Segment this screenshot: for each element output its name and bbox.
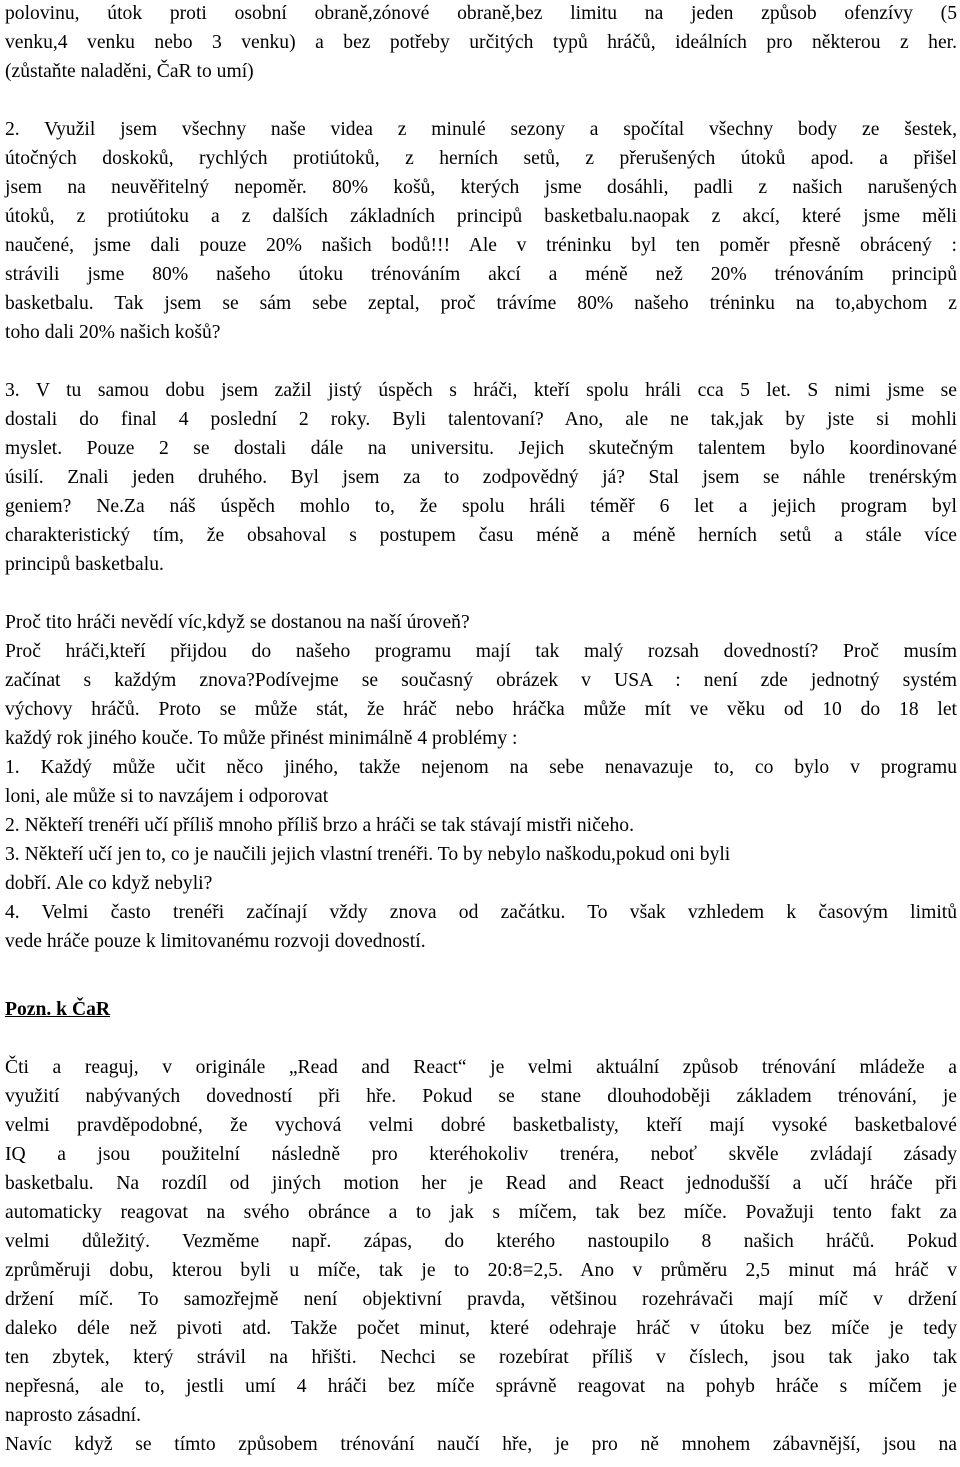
text-line: 2. Využil jsem všechny naše videa z minulé sezony a spočítal všechny body ze šestek, — [5, 119, 957, 140]
text-line: principů basketbalu. — [5, 554, 164, 575]
text-line: Proč tito hráči nevědí víc,když se dostanou na naší úroveň? — [5, 612, 470, 633]
text-line: strávili jsme 80% našeho útoku trénováním akcí a méně než 20% trénováním principů — [5, 264, 957, 285]
text-line: Čti a reaguj, v originále „Read and React“ je velmi aktuální způsob trénování mládeže a — [5, 1057, 957, 1078]
text-line: loni, ale může si to navzájem i odporovat — [5, 786, 329, 807]
text-line: IQ a jsou použitelní následně pro kteréhokoliv trenéra, neboť skvěle zvládají zásady — [5, 1144, 957, 1165]
text-line: držení míč. To samozřejmě není objektivní pravda, většinou rozehrávači mají míč v držení — [5, 1289, 957, 1310]
section-heading: Pozn. k ČaR — [5, 999, 111, 1020]
text-line: využití nabývaných dovedností při hře. Pokud se stane dlouhodoběji základem trénování, je — [5, 1086, 957, 1107]
text-line: venku,4 venku nebo 3 venku) a bez potřeby určitých typů hráčů, ideálních pro některou z her. — [5, 32, 957, 53]
text-line: dobří. Ale co když nebyli? — [5, 873, 213, 894]
text-line: velmi pravděpodobné, že vychová velmi dobré basketbalisty, kteří mají vysoké basketbalové — [5, 1115, 957, 1136]
text-line: začínat s každým znova?Podívejme se současný obrázek v USA : není zde jednotný systém — [5, 670, 957, 691]
text-line: geniem? Ne.Za náš úspěch mohlo to, že spolu hráli téměř 6 let a jejich program byl — [5, 496, 957, 517]
text-line: automaticky reagovat na svého obránce a to jak s míčem, tak bez míče. Považuji tento fakt za — [5, 1202, 957, 1223]
text-line: polovinu, útok proti osobní obraně,zónové obraně,bez limitu na jeden způsob ofenzívy (5 — [5, 3, 957, 24]
text-line: výchovy hráčů. Proto se může stát, že hráč nebo hráčka může mít ve věku od 10 do 18 let — [5, 699, 957, 720]
text-line: zprůměruji dobu, kterou byli u míče, tak je to 20:8=2,5. Ano v průměru 2,5 minut má hráč v — [5, 1260, 957, 1281]
text-line: Navíc když se tímto způsobem trénování naučí hře, je pro ně mnohem zábavnější, jsou na — [5, 1434, 957, 1455]
text-line: ten zbytek, který strávil na hřišti. Nechci se rozebírat příliš v číslech, jsou tak jako tak — [5, 1347, 957, 1368]
text-line: 4. Velmi často trenéři začínají vždy znova od začátku. To však vzhledem k časovým limitů — [5, 902, 957, 923]
text-line: 3. V tu samou dobu jsem zažil jistý úspěch s hráči, kteří spolu hráli cca 5 let. S nimi jsme se — [5, 380, 957, 401]
text-line: basketbalu. Na rozdíl od jiných motion her je Read and React jednodušší a učí hráče při — [5, 1173, 957, 1194]
text-line: basketbalu. Tak jsem se sám sebe zeptal, proč trávíme 80% našeho tréninku na to,abychom z — [5, 293, 957, 314]
text-line: vede hráče pouze k limitovanému rozvoji dovedností. — [5, 931, 426, 952]
text-line: každý rok jiného kouče. To může přinést minimálně 4 problémy : — [5, 728, 518, 749]
text-line: myslet. Pouze 2 se dostali dále na universitu. Jejich skutečným talentem bylo koordinované — [5, 438, 957, 459]
text-line: nepřesná, ale to, jestli umí 4 hráči bez míče správně reagovat na pohyb hráče s míčem je — [5, 1376, 957, 1397]
text-line: dostali do final 4 poslední 2 roky. Byli talentovaní? Ano, ale ne tak,jak by jste si mohli — [5, 409, 957, 430]
text-line: úsilí. Znali jeden druhého. Byl jsem za to zodpovědný já? Stal jsem se náhle trenérským — [5, 467, 957, 488]
text-line: velmi důležitý. Vezměme např. zápas, do kterého nastoupilo 8 našich hráčů. Pokud — [5, 1231, 957, 1252]
text-line: naprosto zásadní. — [5, 1405, 142, 1426]
text-line: 2. Někteří trenéři učí příliš mnoho příliš brzo a hráči se tak stávají mistři ničeho. — [5, 815, 634, 836]
text-line: charakteristický tím, že obsahoval s postupem času méně a méně herních setů a stále více — [5, 525, 957, 546]
text-line: toho dali 20% našich košů? — [5, 322, 221, 343]
text-line: naučené, jsme dali pouze 20% našich bodů!!! Ale v tréninku byl ten poměr přesně obrácený : — [5, 235, 957, 256]
text-line: útočných doskoků, rychlých protiútoků, z herních setů, z přerušených útoků apod. a přišel — [5, 148, 957, 169]
text-line: útoků, z protiútoku a z dalších základních principů basketbalu.naopak z akcí, které jsme měli — [5, 206, 957, 227]
text-line: (zůstaňte naladěni, ČaR to umí) — [5, 61, 254, 82]
text-line: jsem na neuvěřitelný nepoměr. 80% košů, kterých jsme dosáhli, padli z našich narušených — [5, 177, 957, 198]
text-line: 1. Každý může učit něco jiného, takže nejenom na sebe nenavazuje to, co bylo v programu — [5, 757, 957, 778]
text-line: Proč hráči,kteří přijdou do našeho programu mají tak malý rozsah dovedností? Proč musím — [5, 641, 957, 662]
text-line: 3. Někteří učí jen to, co je naučili jejich vlastní trenéři. To by nebylo naškodu,pokud oni byli — [5, 844, 731, 865]
text-line: daleko déle než pivoti atd. Takže počet minut, které odehraje hráč v útoku bez míče je tedy — [5, 1318, 957, 1339]
